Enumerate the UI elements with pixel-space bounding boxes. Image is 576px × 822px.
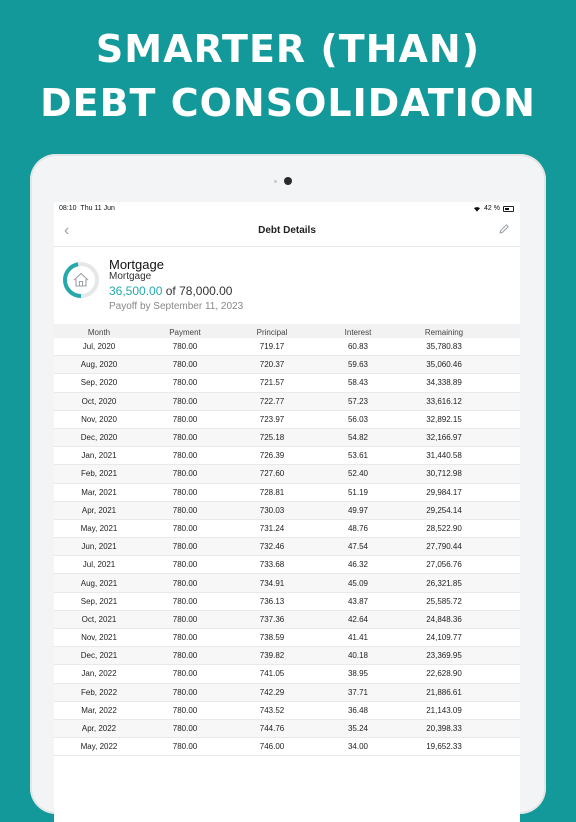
status-date: Thu 11 Jun xyxy=(80,205,115,212)
cell-month: Mar, 2021 xyxy=(81,487,117,497)
table-row xyxy=(54,484,520,502)
cell-principal: 741.05 xyxy=(259,669,285,679)
cell-remaining: 24,109.77 xyxy=(426,633,462,643)
cell-principal: 725.18 xyxy=(259,433,285,443)
cell-remaining: 19,652.33 xyxy=(426,742,462,752)
cell-principal: 723.97 xyxy=(259,414,285,424)
cell-interest: 35.24 xyxy=(347,724,369,734)
cell-remaining: 34,338.89 xyxy=(426,378,462,388)
amount-paid: 36,500.00 xyxy=(109,284,163,298)
cell-principal: 733.68 xyxy=(259,560,285,570)
table-row xyxy=(54,374,520,392)
cell-remaining: 27,790.44 xyxy=(426,542,462,552)
cell-remaining: 25,585.72 xyxy=(426,596,462,606)
cell-principal: 720.37 xyxy=(259,360,285,370)
debt-summary xyxy=(54,247,520,323)
cell-month: Nov, 2021 xyxy=(81,633,117,643)
cell-interest: 47.54 xyxy=(347,542,369,552)
cell-principal: 734.91 xyxy=(259,578,285,588)
cell-payment: 780.00 xyxy=(172,560,198,570)
cell-interest: 42.64 xyxy=(347,614,369,624)
cell-principal: 728.81 xyxy=(259,487,285,497)
cell-principal: 721.57 xyxy=(259,378,285,388)
headline xyxy=(0,22,576,130)
table-row xyxy=(54,702,520,720)
cell-principal: 732.46 xyxy=(259,542,285,552)
cell-month: Mar, 2022 xyxy=(81,705,117,715)
cell-month: Dec, 2021 xyxy=(80,651,118,661)
payoff-date: Payoff by September 11, 2023 xyxy=(109,301,244,312)
cell-remaining: 26,321.85 xyxy=(426,578,462,588)
camera xyxy=(284,177,292,185)
progress-ring xyxy=(62,261,100,299)
status-time-date xyxy=(59,205,115,212)
headline-line-2: DEBT CONSOLIDATION xyxy=(40,81,536,125)
chevron-left-icon[interactable]: ‹ xyxy=(64,222,70,239)
cell-payment: 780.00 xyxy=(172,742,198,752)
table-row xyxy=(54,593,520,611)
cell-interest: 45.09 xyxy=(347,578,369,588)
cell-month: Jul, 2020 xyxy=(82,342,116,352)
cell-month: Nov, 2020 xyxy=(81,414,117,424)
table-row xyxy=(54,447,520,465)
status-bar xyxy=(54,202,520,216)
table-header xyxy=(54,324,520,338)
cell-principal: 731.24 xyxy=(259,523,285,533)
cell-remaining: 32,892.15 xyxy=(426,414,462,424)
cell-interest: 51.19 xyxy=(347,487,369,497)
table-row xyxy=(54,629,520,647)
table-row xyxy=(54,647,520,665)
cell-interest: 40.18 xyxy=(347,651,369,661)
cell-payment: 780.00 xyxy=(172,578,198,588)
amount-total: 78,000.00 xyxy=(179,284,233,298)
cell-interest: 48.76 xyxy=(347,523,369,533)
cell-interest: 37.71 xyxy=(347,687,369,697)
cell-remaining: 29,984.17 xyxy=(426,487,462,497)
cell-remaining: 33,616.12 xyxy=(426,396,462,406)
page-title: Debt Details xyxy=(258,225,316,236)
cell-remaining: 29,254.14 xyxy=(426,505,462,515)
cell-principal: 743.52 xyxy=(259,705,285,715)
cell-month: Sep, 2020 xyxy=(80,378,118,388)
cell-payment: 780.00 xyxy=(172,724,198,734)
cell-principal: 719.17 xyxy=(259,342,285,352)
column-header-interest: Interest xyxy=(344,328,372,337)
column-header-principal: Principal xyxy=(256,328,288,337)
cell-remaining: 22,628.90 xyxy=(426,669,462,679)
cell-payment: 780.00 xyxy=(172,360,198,370)
cell-remaining: 27,056.76 xyxy=(426,560,462,570)
cell-month: Jun, 2021 xyxy=(81,542,117,552)
cell-interest: 58.43 xyxy=(347,378,369,388)
cell-principal: 736.13 xyxy=(259,596,285,606)
cell-payment: 780.00 xyxy=(172,669,198,679)
table-row xyxy=(54,720,520,738)
cell-payment: 780.00 xyxy=(172,705,198,715)
cell-principal: 742.29 xyxy=(259,687,285,697)
cell-payment: 780.00 xyxy=(172,487,198,497)
cell-month: May, 2022 xyxy=(80,742,118,752)
cell-payment: 780.00 xyxy=(172,378,198,388)
amortization-table xyxy=(54,324,520,756)
cell-month: Aug, 2020 xyxy=(80,360,118,370)
cell-interest: 53.61 xyxy=(347,451,369,461)
cell-principal: 726.39 xyxy=(259,451,285,461)
cell-principal: 737.36 xyxy=(259,614,285,624)
cell-payment: 780.00 xyxy=(172,614,198,624)
debt-amount xyxy=(109,284,232,298)
table-row xyxy=(54,738,520,756)
cell-month: Jan, 2021 xyxy=(81,451,117,461)
table-row xyxy=(54,538,520,556)
cell-principal: 744.76 xyxy=(259,724,285,734)
cell-interest: 43.87 xyxy=(347,596,369,606)
cell-payment: 780.00 xyxy=(172,469,198,479)
cell-principal: 730.03 xyxy=(259,505,285,515)
cell-interest: 36.48 xyxy=(347,705,369,715)
table-row xyxy=(54,520,520,538)
battery-percent: 42 % xyxy=(484,205,500,212)
table-row xyxy=(54,411,520,429)
debt-name: Mortgage xyxy=(109,257,164,272)
cell-payment: 780.00 xyxy=(172,651,198,661)
cell-month: May, 2021 xyxy=(80,523,118,533)
cell-remaining: 35,780.83 xyxy=(426,342,462,352)
cell-month: Aug, 2021 xyxy=(80,578,118,588)
cell-month: Sep, 2021 xyxy=(80,596,118,606)
cell-interest: 56.03 xyxy=(347,414,369,424)
cell-interest: 46.32 xyxy=(347,560,369,570)
navigation-bar xyxy=(54,216,520,247)
battery-icon xyxy=(503,206,514,212)
debt-category: Mortgage xyxy=(109,271,152,282)
cell-remaining: 31,440.58 xyxy=(426,451,462,461)
cell-principal: 722.77 xyxy=(259,396,285,406)
cell-month: Oct, 2020 xyxy=(81,396,117,406)
cell-remaining: 35,060.46 xyxy=(426,360,462,370)
cell-payment: 780.00 xyxy=(172,542,198,552)
cell-payment: 780.00 xyxy=(172,633,198,643)
pencil-icon[interactable] xyxy=(498,223,510,235)
cell-principal: 746.00 xyxy=(259,742,285,752)
cell-month: Jul, 2021 xyxy=(82,560,116,570)
cell-interest: 49.97 xyxy=(347,505,369,515)
table-row xyxy=(54,556,520,574)
cell-payment: 780.00 xyxy=(172,523,198,533)
cell-remaining: 28,522.90 xyxy=(426,523,462,533)
cell-month: Apr, 2022 xyxy=(81,724,117,734)
cell-remaining: 23,369.95 xyxy=(426,651,462,661)
cell-payment: 780.00 xyxy=(172,433,198,443)
sensor xyxy=(274,180,277,183)
ipad-frame xyxy=(30,154,546,814)
table-row xyxy=(54,611,520,629)
table-body xyxy=(54,338,520,756)
cell-interest: 38.95 xyxy=(347,669,369,679)
cell-remaining: 20,398.33 xyxy=(426,724,462,734)
cell-remaining: 24,848.36 xyxy=(426,614,462,624)
status-right xyxy=(473,205,514,212)
cell-month: Dec, 2020 xyxy=(80,433,118,443)
amount-of-label: of xyxy=(165,284,176,298)
cell-payment: 780.00 xyxy=(172,451,198,461)
cell-principal: 739.82 xyxy=(259,651,285,661)
cell-payment: 780.00 xyxy=(172,342,198,352)
app-screen xyxy=(54,202,520,822)
cell-remaining: 21,143.09 xyxy=(426,705,462,715)
table-row xyxy=(54,574,520,592)
cell-interest: 54.82 xyxy=(347,433,369,443)
table-row xyxy=(54,356,520,374)
cell-month: Oct, 2021 xyxy=(81,614,117,624)
cell-interest: 41.41 xyxy=(347,633,369,643)
headline-line-1: SMARTER (THAN) xyxy=(95,27,481,71)
table-row xyxy=(54,665,520,683)
cell-payment: 780.00 xyxy=(172,505,198,515)
cell-principal: 727.60 xyxy=(259,469,285,479)
column-header-month: Month xyxy=(87,328,111,337)
cell-month: Jan, 2022 xyxy=(81,669,117,679)
table-row xyxy=(54,502,520,520)
cell-month: Feb, 2022 xyxy=(80,687,118,697)
table-row xyxy=(54,465,520,483)
cell-payment: 780.00 xyxy=(172,414,198,424)
cell-interest: 57.23 xyxy=(347,396,369,406)
status-time: 08:10 xyxy=(59,205,77,212)
wifi-icon xyxy=(473,206,481,212)
column-header-payment: Payment xyxy=(169,328,201,337)
cell-interest: 52.40 xyxy=(347,469,369,479)
cell-interest: 59.63 xyxy=(347,360,369,370)
cell-payment: 780.00 xyxy=(172,596,198,606)
cell-interest: 60.83 xyxy=(347,342,369,352)
cell-interest: 34.00 xyxy=(347,742,369,752)
table-row xyxy=(54,338,520,356)
cell-month: Feb, 2021 xyxy=(80,469,118,479)
cell-remaining: 30,712.98 xyxy=(426,469,462,479)
cell-remaining: 32,166.97 xyxy=(426,433,462,443)
table-row xyxy=(54,684,520,702)
cell-remaining: 21,886.61 xyxy=(426,687,462,697)
cell-month: Apr, 2021 xyxy=(81,505,117,515)
table-row xyxy=(54,393,520,411)
table-row xyxy=(54,429,520,447)
column-header-remaining: Remaining xyxy=(424,328,464,337)
house-icon xyxy=(74,274,88,287)
cell-principal: 738.59 xyxy=(259,633,285,643)
cell-payment: 780.00 xyxy=(172,687,198,697)
cell-payment: 780.00 xyxy=(172,396,198,406)
